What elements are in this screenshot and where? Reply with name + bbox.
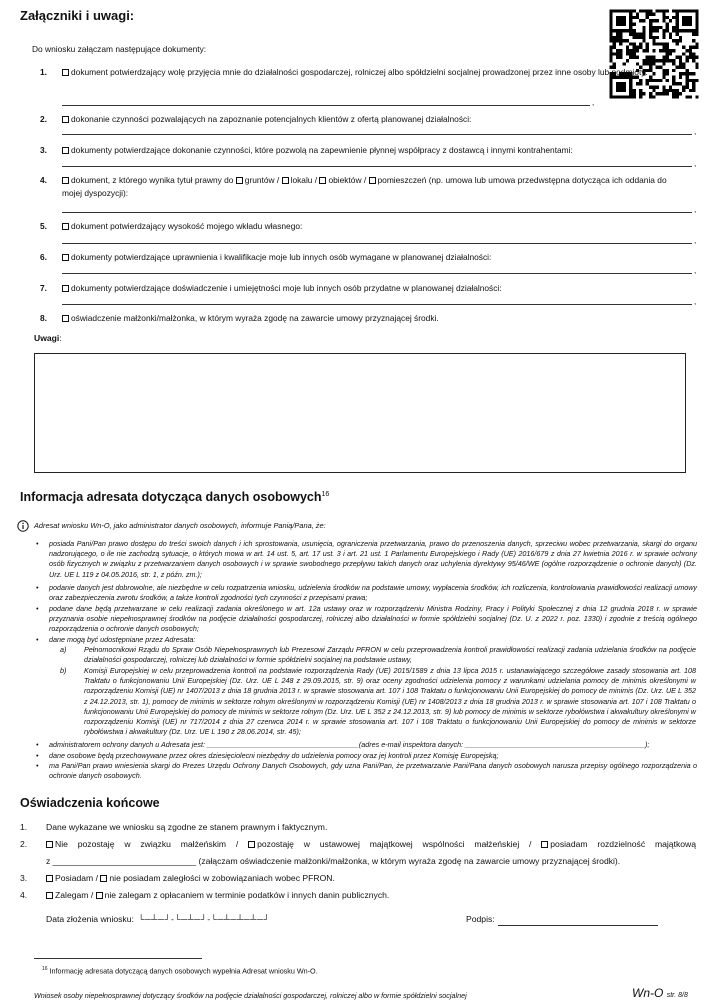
- attachment-field-2[interactable]: [62, 134, 692, 135]
- footnote-divider: [34, 958, 202, 959]
- checkbox[interactable]: [100, 875, 107, 882]
- checkbox[interactable]: [62, 254, 69, 261]
- checkbox[interactable]: [62, 177, 69, 184]
- checkbox[interactable]: [62, 147, 69, 154]
- qr-code-icon: [606, 6, 702, 102]
- form-page: Załączniki i uwagi: Do wniosku załączam następujące dokumenty: 1. dokument potwierdzający wolę przyjęcia mnie do działalności gospodarczej, rolniczej albo spółdzielni socjalnej prowadzonej przez inne osoby lub podmioty: , 2. dokonanie czynności pozwalających na zapoznanie potencjalnych klientów z ofertą planowanej działalności: , 3. dokumenty potwierdzające dokonanie czynności, które pozwolą na zapewnienie płynnej współpracy z dostawcą i innymi kontrahentami: , 4. dokument, z którego wynika tytuł prawny do gruntów / lokalu / obiektów / pomieszczeń (np. umowa lub umowa przedwstępna dotycząca ich oddania do mojej dyspozycji): , 5. dokument potwierdzający wysokość mojego wkładu własnego: , 6. dokumenty potwierdzające uprawnienia i kwalifikacje moje lub innych osób wymagane w planowanej działalności: , 7. dokumenty potwierdzające doświadczenie i umiejętności moje lub innych osób przydatne w planowanej działalności: , 8. oświadczenie małżonki/małżonka, w którym wyraża zgodę na zawarcie umowy przyznającej środki. Uwagi: Informacja adresata dotycząca danych osobowych$^{16}$ Adresat wniosku Wn-O, jako administrator danych osobowych, informuje Panią/Pana, że: • posiada Pani/Pan prawo dostępu do treści swoich danych i ich sprostowania, usunięcia, ograniczenia przetwarzania, prawo do przenoszenia danych, sprzeciwu wobec przetwarzania, skargi do organu nadzorującego, o ile nie zachodzą sytuacje, o których mowa w art. 14 ust. 5, art. 17 ust. 3 i art. 21 ust. 1 Parlamentu Europejskiego i Rady (UE) 2016/679 z dnia 27 kwietnia 2016 r. w sprawie ochrony osób fizycznych w związku z przetwarzaniem danych osobowych i w sprawie swobodnego przepływu takich danych oraz uchylenia dyrektywy 95/46/WE (ogólne rozporządzenie o ochronie danych) (Dz. Urz. UE L 119 z 04.05.2016, str. 1, z późn. zm.); • podanie danych jest dobrowolne, ale niezbędne w celu rozpatrzenia wniosku, udzielenia środków na podstawie umowy, wypłacenia środków, ich rozliczenia, kontrolowania prawidłowości realizacji umowy oraz zabezpieczenia zwrotu środków, a także kontroli zgodności tych czynności z przepisami prawa; • podane dane będą przetwarzane w celu realizacji zadania określonego w art. 12a ustawy oraz w rozporządzeniu Ministra Rodziny, Pracy i Polityki Społecznej z dnia 12 grudnia 2018 r. w sprawie przyznania osobie niepełnosprawnej środków na podjęcie działalności gospodarczej, rolniczej albo działalności w formie spółdzielni socjalnej (Dz. U. z 2022 r. poz. 1330) i zgodnie z treścią ogólnego rozporządzenia o ochronie danych osobowych; • dane mogą być udostępniane przez Adresata: a) Pełnomocnikowi Rządu do Spraw Osób Niepełnosprawnych lub Prezesowi Zarządu PFRON w celu przeprowadzenia kontroli prawidłowości realizacji zadania udzielania środków na podjęcie działalności gospodarczej, rolniczej lub działalności w formie spółdzielni socjalnej na podstawie ustawy, b) Komisji Europejskiej w celu przeprowadzenia kontroli na podstawie rozporządzenia Rady (UE) 2015/1589 z dnia 13 lipca 2015 r. ustanawiającego szczegółowe zasady stosowania art. 108 Traktatu o funkcjonowaniu Unii Europejskiej (Dz. Urz. UE L 248 z 29.09.2015, str. 9) oraz oceny zgodności udzielenia pomocy z warunkami udzielania pomocy de minimis określonymi w rozporządzeniu Komisji (UE) nr 1407/2013 z dnia 18 grudnia 2013 r. w sprawie stosowania art. 107 i 108 Traktatu o funkcjonowaniu Unii Europejskiej do pomocy de minimis (Dz. Urz. UE L 352 z 24.12.2013, str. 1), pomocy de minimis w sektorze rolnym określonymi w rozporządzeniu Komisji (UE) nr 1408/2013 z dnia 18 grudnia 2013 r. w sprawie stosowania art. 107 i 108 Traktatu o funkcjonowaniu Unii Europejskiej do pomocy de minimis w sektorze rolnym (Dz. Urz. UE L 352 z 24.12.2013, str. 9) lub pomocy de minimis w sektorze rybołówstwa i akwakultury określonymi w rozporządzeniu Komisji (UE) nr 717/2014 z dnia 27 czerwca 2014 r. w sprawie stosowania art. 107 i 108 Traktatu o funkcjonowaniu Unii Europejskiej do pomocy de minimis w sektorze rybołówstwa i akwakultury (Dz. Urz. UE L 190 z 28.06.2014, str. 45); • administratorem ochrony danych u Adresata jest: ______________________________________(adres e-mail inspektora danych: _____________________________________________); • dane osobowe będą przechowywane przez okres dziesięciolecni niezbędny do udzielenia pomocy oraz jej kontroli przez Komisję Europejską; • ma Pani/Pan prawo wniesienia skargi do Prezes Urzędu Ochrony Danych Osobowych, gdy uzna Pani/Pan, że przetwarzanie Pani/Pana danych osobowych narusza przepisy ogólnego rozporządzenia o ochronie danych osobowych. Oświadczenia końcowe 1. Dane wykazane we wniosku są zgodne ze stanem prawnym i faktycznym. 2. Nie pozostaję w związku małżeńskim / pozostaję w ustawowej majątkowej wspólności małżeńskiej / posiadam rozdzielność majątkową z ______________________________ (załączam oświadczenie małżonki/małżonka, w którym wyraża zgodę na zawarcie umowy przyznającej środki). 3. Posiadam / nie posiadam zaległości w zobowiązaniach wobec PFRON. 4. Zalegam / nie zalegam z opłacaniem w terminie podatków i innych danin publicznych. Data złożenia wniosku: └─┴─┘-└─┴─┘-└─┴─┴─┴─┘ Podpis: $^{16}$ Informację adresata dotyczącą danych osobowych wypełnia Adresat wniosku Wn-O. Wniosek osoby niepełnosprawnej dotyczący środków na podjęcie działalności gospodarczej, rolniczej albo w formie spółdzielni socjalnej Wn-O str. 8/8: [0, 0, 716, 1003]
- checkbox[interactable]: [96, 892, 103, 899]
- checkbox[interactable]: [369, 177, 376, 184]
- checkbox[interactable]: [62, 223, 69, 230]
- checkbox[interactable]: [319, 177, 326, 184]
- notes-textarea[interactable]: [34, 353, 686, 473]
- attachment-field-6[interactable]: [62, 273, 692, 274]
- signature-label: Podpis:: [466, 914, 495, 924]
- footer-text: Wniosek osoby niepełnosprawnej dotyczący środków na podjęcie działalności gospodarczej, rolniczej albo w formie spółdzielni socjalnej: [34, 991, 467, 1000]
- page-number: Wn-O str. 8/8: [632, 986, 688, 1000]
- attachments-intro: Do wniosku załączam następujące dokumenty:: [32, 44, 207, 54]
- signature-field[interactable]: [498, 925, 658, 926]
- checkbox[interactable]: [62, 69, 69, 76]
- checkbox[interactable]: [62, 315, 69, 322]
- info-icon: [17, 520, 29, 532]
- attachment-field-1[interactable]: [62, 105, 590, 106]
- checkbox[interactable]: [46, 841, 53, 848]
- checkbox[interactable]: [46, 892, 53, 899]
- privacy-title: Informacja adresata dotycząca danych osobowych$^{16}$: [20, 490, 330, 504]
- date-field[interactable]: └─┴─┘-└─┴─┘-└─┴─┴─┴─┘: [138, 914, 270, 924]
- attachment-field-3[interactable]: [62, 166, 692, 167]
- privacy-intro: Adresat wniosku Wn-O, jako administrator danych osobowych, informuje Panią/Pana, że:: [34, 521, 326, 530]
- checkbox[interactable]: [282, 177, 289, 184]
- attachment-field-4[interactable]: [62, 212, 692, 213]
- checkbox[interactable]: [62, 116, 69, 123]
- attachment-field-7[interactable]: [62, 304, 692, 305]
- checkbox[interactable]: [236, 177, 243, 184]
- checkbox[interactable]: [46, 875, 53, 882]
- checkbox[interactable]: [248, 841, 255, 848]
- attachments-title: Załączniki i uwagi:: [20, 8, 135, 23]
- notes-label: Uwagi:: [34, 333, 62, 343]
- declarations-title: Oświadczenia końcowe: [20, 796, 160, 810]
- attachment-field-5[interactable]: [62, 243, 692, 244]
- footnote: $^{16}$ Informację adresata dotyczącą danych osobowych wypełnia Adresat wniosku Wn-O.: [42, 966, 318, 976]
- checkbox[interactable]: [62, 285, 69, 292]
- checkbox[interactable]: [541, 841, 548, 848]
- date-label: Data złożenia wniosku:: [46, 914, 134, 924]
